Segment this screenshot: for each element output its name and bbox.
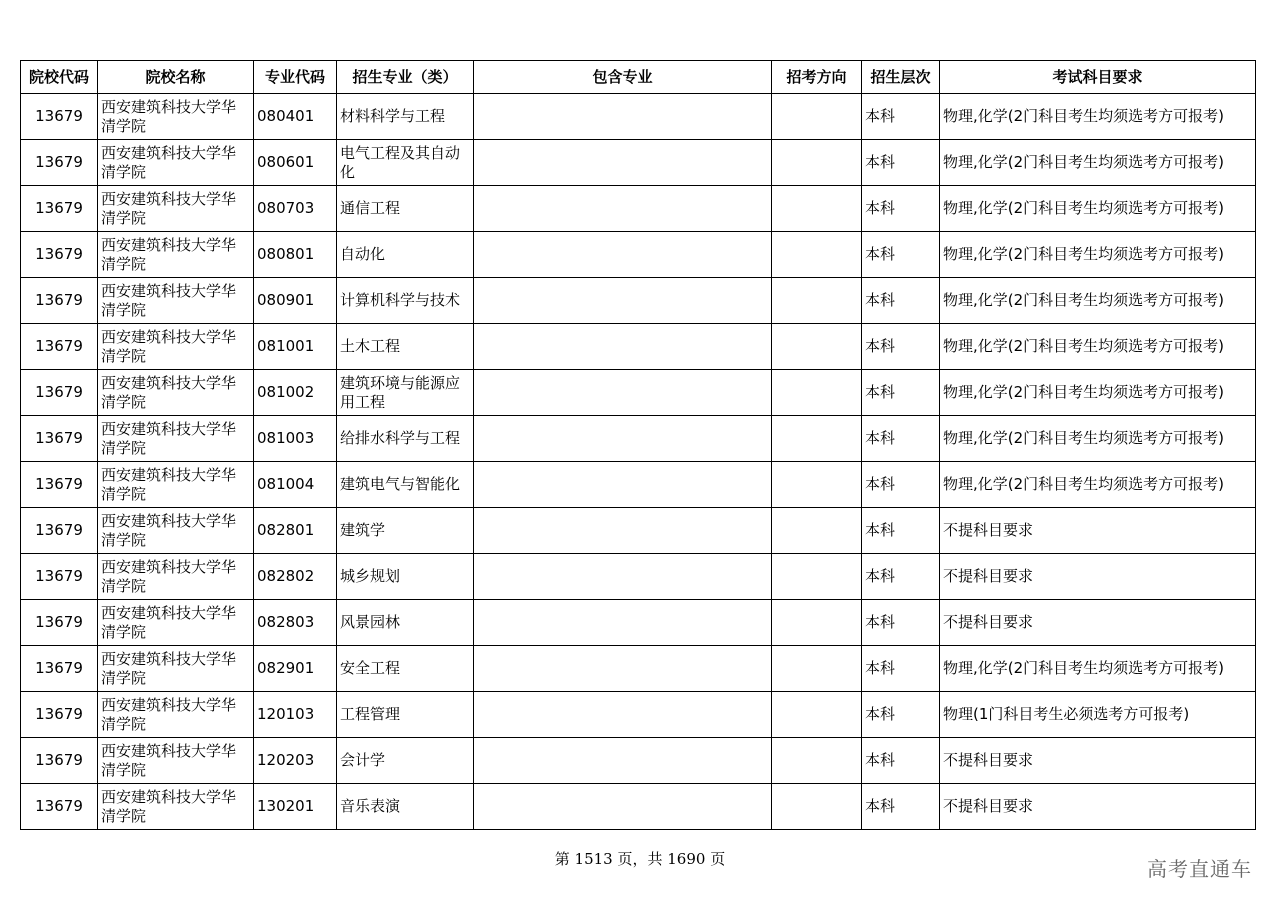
cell-level: 本科	[862, 416, 940, 462]
cell-school-code: 13679	[21, 554, 98, 600]
cell-school-code: 13679	[21, 462, 98, 508]
cell-major-code: 080401	[254, 94, 337, 140]
cell-major: 自动化	[337, 232, 474, 278]
cell-requirement: 物理,化学(2门科目考生均须选考方可报考)	[940, 416, 1256, 462]
cell-major-code: 120103	[254, 692, 337, 738]
cell-level: 本科	[862, 232, 940, 278]
table-row	[21, 738, 1256, 784]
cell-major-code: 120203	[254, 738, 337, 784]
cell-major: 工程管理	[337, 692, 474, 738]
cell-direction	[772, 600, 862, 646]
cell-school-code: 13679	[21, 784, 98, 830]
cell-school-name: 西安建筑科技大学华清学院	[98, 554, 254, 600]
cell-direction	[772, 186, 862, 232]
cell-school-code: 13679	[21, 416, 98, 462]
table-row	[21, 370, 1256, 416]
cell-direction	[772, 692, 862, 738]
cell-school-name: 西安建筑科技大学华清学院	[98, 232, 254, 278]
cell-major: 城乡规划	[337, 554, 474, 600]
cell-included-majors	[474, 508, 772, 554]
cell-school-name: 西安建筑科技大学华清学院	[98, 416, 254, 462]
cell-requirement: 不提科目要求	[940, 554, 1256, 600]
cell-level: 本科	[862, 784, 940, 830]
cell-level: 本科	[862, 508, 940, 554]
cell-included-majors	[474, 278, 772, 324]
cell-school-name: 西安建筑科技大学华清学院	[98, 692, 254, 738]
cell-direction	[772, 278, 862, 324]
cell-level: 本科	[862, 554, 940, 600]
cell-requirement: 物理,化学(2门科目考生均须选考方可报考)	[940, 278, 1256, 324]
enrollment-table	[20, 60, 1256, 830]
cell-direction	[772, 784, 862, 830]
cell-major: 计算机科学与技术	[337, 278, 474, 324]
cell-school-name: 西安建筑科技大学华清学院	[98, 600, 254, 646]
header-major-code: 专业代码	[254, 61, 337, 94]
cell-school-name: 西安建筑科技大学华清学院	[98, 646, 254, 692]
cell-included-majors	[474, 186, 772, 232]
cell-major: 会计学	[337, 738, 474, 784]
header-level: 招生层次	[862, 61, 940, 94]
cell-included-majors	[474, 738, 772, 784]
cell-major: 建筑环境与能源应用工程	[337, 370, 474, 416]
cell-major: 音乐表演	[337, 784, 474, 830]
cell-school-name: 西安建筑科技大学华清学院	[98, 462, 254, 508]
cell-major-code: 130201	[254, 784, 337, 830]
table-header-row	[21, 61, 1256, 94]
cell-requirement: 物理,化学(2门科目考生均须选考方可报考)	[940, 140, 1256, 186]
cell-level: 本科	[862, 94, 940, 140]
cell-requirement: 物理,化学(2门科目考生均须选考方可报考)	[940, 232, 1256, 278]
cell-level: 本科	[862, 278, 940, 324]
cell-major: 材料科学与工程	[337, 94, 474, 140]
cell-direction	[772, 370, 862, 416]
cell-school-name: 西安建筑科技大学华清学院	[98, 370, 254, 416]
cell-major-code: 082801	[254, 508, 337, 554]
cell-level: 本科	[862, 692, 940, 738]
cell-direction	[772, 508, 862, 554]
cell-school-code: 13679	[21, 324, 98, 370]
cell-major-code: 082802	[254, 554, 337, 600]
table-row	[21, 324, 1256, 370]
cell-school-name: 西安建筑科技大学华清学院	[98, 784, 254, 830]
cell-requirement: 物理,化学(2门科目考生均须选考方可报考)	[940, 370, 1256, 416]
table-row	[21, 186, 1256, 232]
cell-major-code: 081003	[254, 416, 337, 462]
cell-included-majors	[474, 462, 772, 508]
table-row	[21, 692, 1256, 738]
cell-included-majors	[474, 600, 772, 646]
cell-requirement: 不提科目要求	[940, 738, 1256, 784]
header-school-name: 院校名称	[98, 61, 254, 94]
page-number: 第 1513 页，共 1690 页	[554, 850, 726, 868]
cell-school-code: 13679	[21, 94, 98, 140]
header-major: 招生专业（类）	[337, 61, 474, 94]
table-row	[21, 508, 1256, 554]
table-row	[21, 554, 1256, 600]
cell-school-name: 西安建筑科技大学华清学院	[98, 508, 254, 554]
cell-major-code: 080901	[254, 278, 337, 324]
cell-school-code: 13679	[21, 232, 98, 278]
table-row	[21, 140, 1256, 186]
table-row	[21, 416, 1256, 462]
cell-direction	[772, 232, 862, 278]
cell-major: 给排水科学与工程	[337, 416, 474, 462]
cell-requirement: 物理,化学(2门科目考生均须选考方可报考)	[940, 646, 1256, 692]
cell-school-code: 13679	[21, 370, 98, 416]
cell-major-code: 080801	[254, 232, 337, 278]
cell-level: 本科	[862, 370, 940, 416]
cell-level: 本科	[862, 186, 940, 232]
cell-included-majors	[474, 692, 772, 738]
cell-school-name: 西安建筑科技大学华清学院	[98, 186, 254, 232]
table-row	[21, 784, 1256, 830]
cell-requirement: 物理,化学(2门科目考生均须选考方可报考)	[940, 186, 1256, 232]
cell-level: 本科	[862, 462, 940, 508]
cell-school-code: 13679	[21, 508, 98, 554]
cell-direction	[772, 324, 862, 370]
header-included-majors: 包含专业	[474, 61, 772, 94]
cell-included-majors	[474, 232, 772, 278]
cell-major-code: 080703	[254, 186, 337, 232]
cell-included-majors	[474, 370, 772, 416]
cell-included-majors	[474, 140, 772, 186]
cell-school-code: 13679	[21, 278, 98, 324]
cell-major: 建筑学	[337, 508, 474, 554]
cell-major: 土木工程	[337, 324, 474, 370]
cell-level: 本科	[862, 646, 940, 692]
cell-requirement: 物理,化学(2门科目考生均须选考方可报考)	[940, 94, 1256, 140]
cell-included-majors	[474, 784, 772, 830]
table-row	[21, 462, 1256, 508]
cell-major: 建筑电气与智能化	[337, 462, 474, 508]
cell-major: 安全工程	[337, 646, 474, 692]
cell-direction	[772, 646, 862, 692]
table-row	[21, 94, 1256, 140]
cell-major: 电气工程及其自动化	[337, 140, 474, 186]
cell-requirement: 不提科目要求	[940, 784, 1256, 830]
cell-direction	[772, 140, 862, 186]
cell-school-name: 西安建筑科技大学华清学院	[98, 94, 254, 140]
cell-school-code: 13679	[21, 646, 98, 692]
cell-included-majors	[474, 646, 772, 692]
cell-requirement: 物理,化学(2门科目考生均须选考方可报考)	[940, 324, 1256, 370]
cell-school-name: 西安建筑科技大学华清学院	[98, 738, 254, 784]
cell-major-code: 082803	[254, 600, 337, 646]
cell-school-code: 13679	[21, 186, 98, 232]
cell-included-majors	[474, 554, 772, 600]
cell-level: 本科	[862, 324, 940, 370]
cell-direction	[772, 94, 862, 140]
cell-major: 风景园林	[337, 600, 474, 646]
watermark-logo: 高考直通车	[1147, 857, 1252, 881]
cell-school-code: 13679	[21, 140, 98, 186]
cell-requirement: 不提科目要求	[940, 508, 1256, 554]
cell-direction	[772, 416, 862, 462]
cell-included-majors	[474, 416, 772, 462]
cell-requirement: 物理,化学(2门科目考生均须选考方可报考)	[940, 462, 1256, 508]
cell-school-name: 西安建筑科技大学华清学院	[98, 278, 254, 324]
cell-level: 本科	[862, 738, 940, 784]
cell-requirement: 不提科目要求	[940, 600, 1256, 646]
cell-requirement: 物理(1门科目考生必须选考方可报考)	[940, 692, 1256, 738]
header-direction: 招考方向	[772, 61, 862, 94]
table-row	[21, 278, 1256, 324]
cell-level: 本科	[862, 140, 940, 186]
cell-school-name: 西安建筑科技大学华清学院	[98, 140, 254, 186]
cell-school-code: 13679	[21, 692, 98, 738]
cell-major: 通信工程	[337, 186, 474, 232]
cell-direction	[772, 738, 862, 784]
table-row	[21, 646, 1256, 692]
cell-major-code: 081001	[254, 324, 337, 370]
header-requirement: 考试科目要求	[940, 61, 1256, 94]
cell-direction	[772, 554, 862, 600]
cell-included-majors	[474, 94, 772, 140]
header-school-code: 院校代码	[21, 61, 98, 94]
cell-school-code: 13679	[21, 738, 98, 784]
cell-major-code: 081004	[254, 462, 337, 508]
cell-major-code: 082901	[254, 646, 337, 692]
cell-major-code: 080601	[254, 140, 337, 186]
table-row	[21, 232, 1256, 278]
cell-major-code: 081002	[254, 370, 337, 416]
cell-school-code: 13679	[21, 600, 98, 646]
cell-included-majors	[474, 324, 772, 370]
cell-school-name: 西安建筑科技大学华清学院	[98, 324, 254, 370]
table-row	[21, 600, 1256, 646]
cell-level: 本科	[862, 600, 940, 646]
cell-direction	[772, 462, 862, 508]
